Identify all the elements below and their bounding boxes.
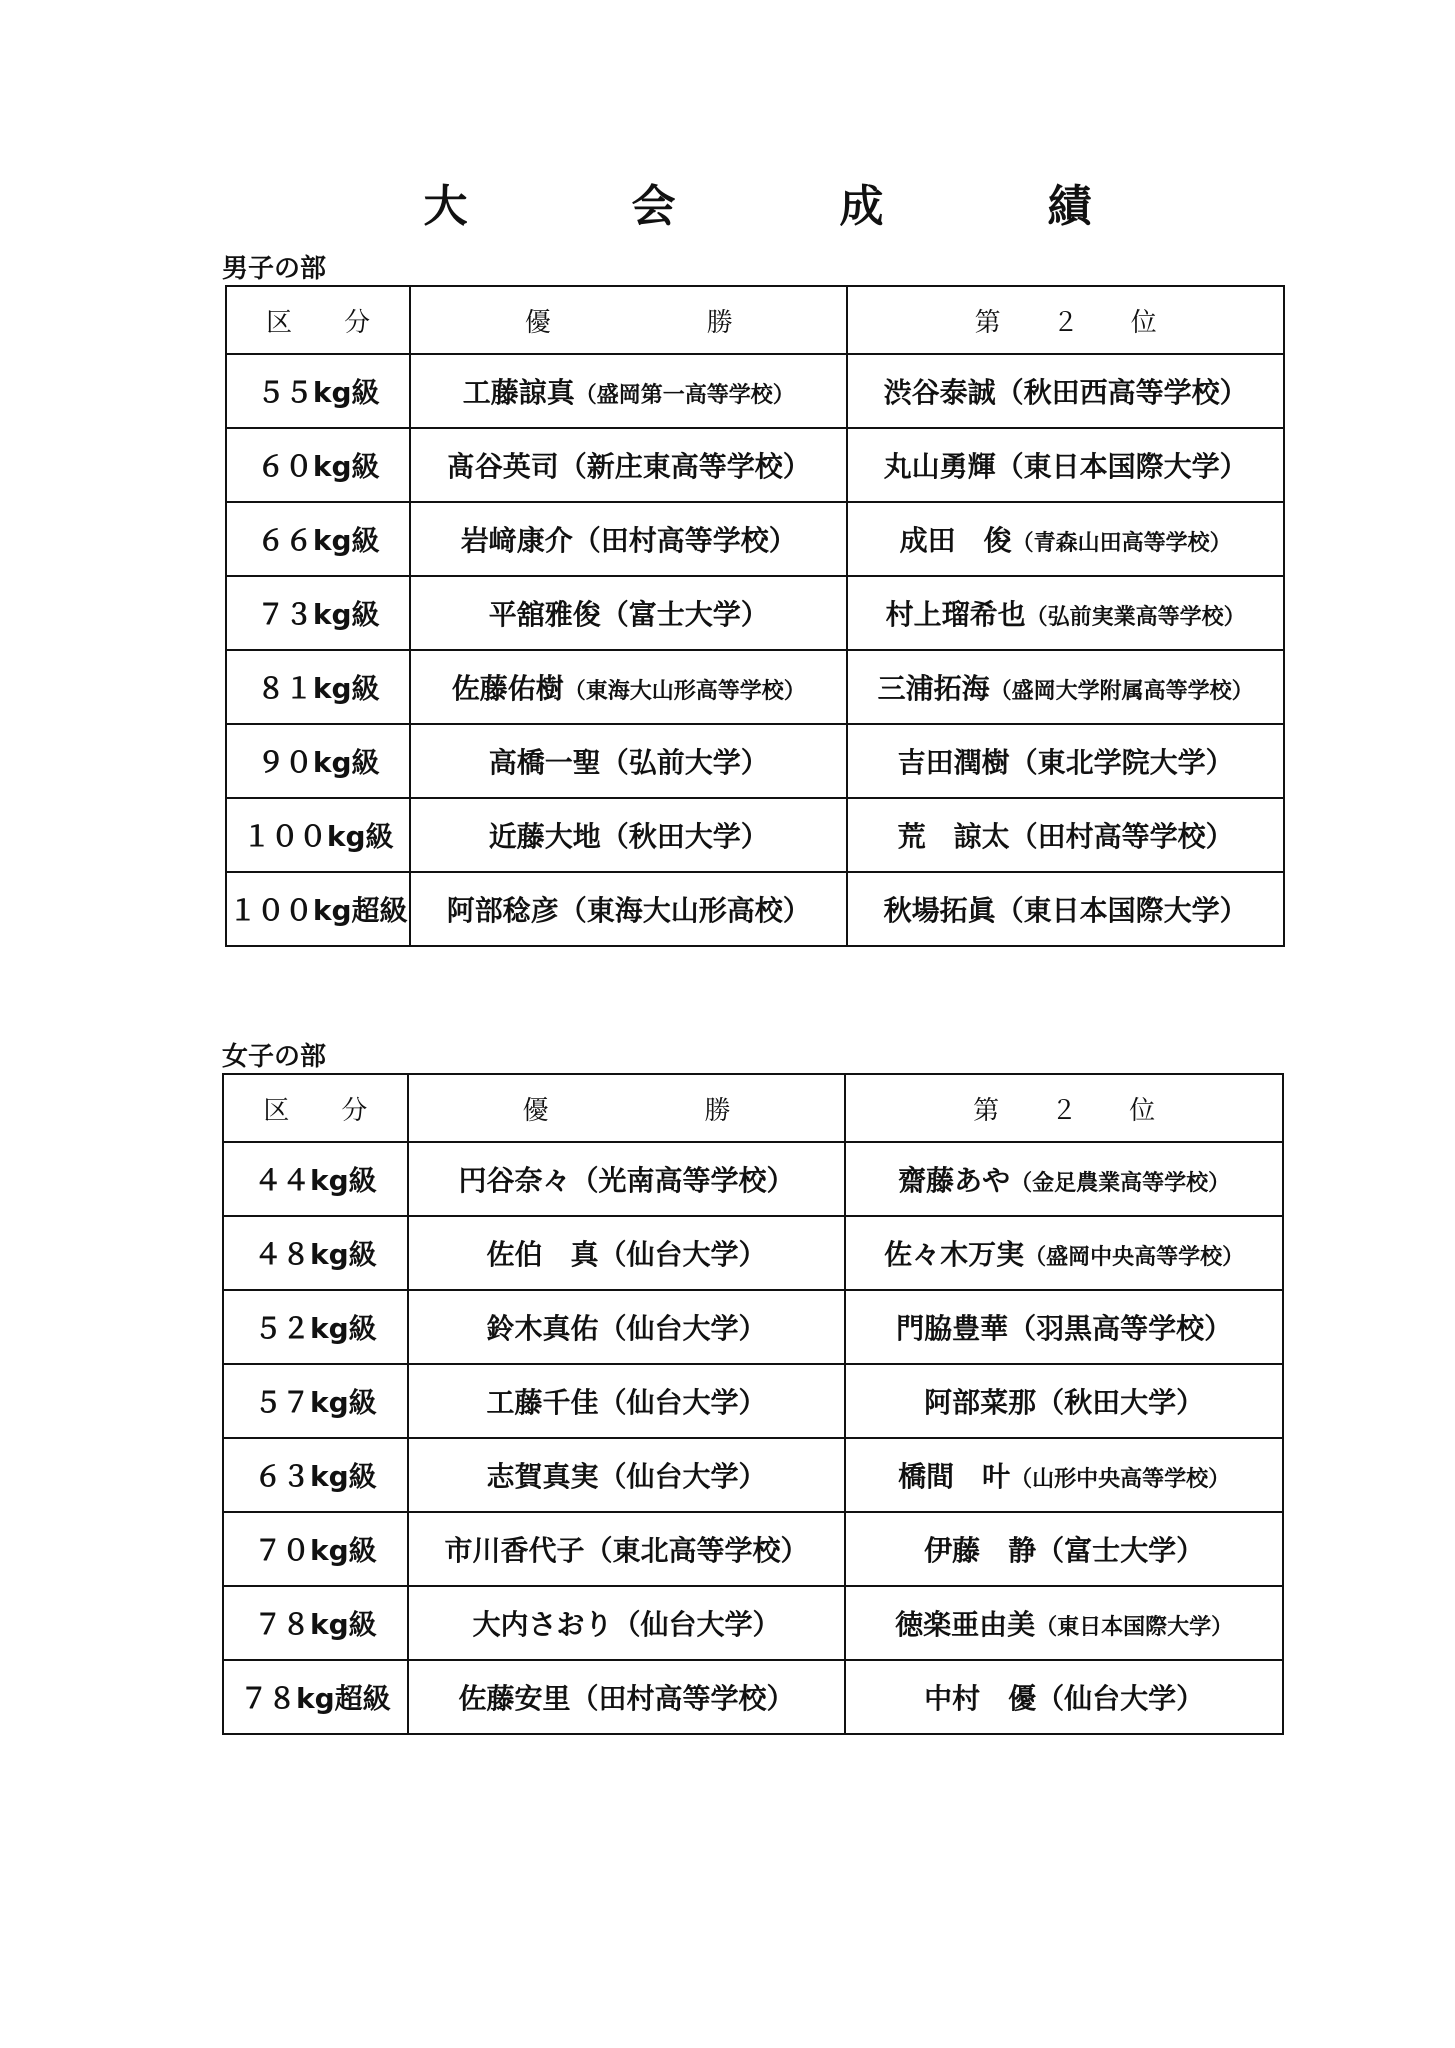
winner-affiliation: （新庄東高等学校）	[558, 450, 811, 483]
winner-affiliation: （仙台大学）	[598, 1386, 767, 1419]
runner-up-cell	[845, 1142, 1283, 1216]
men-header-row	[226, 286, 1284, 354]
division-cell: ７８kg超級	[223, 1660, 408, 1734]
runner-up-affiliation: （東北学院大学）	[1009, 746, 1234, 779]
runner-up-affiliation: （仙台大学）	[1036, 1682, 1205, 1715]
table-row	[226, 576, 1284, 650]
winner-cell	[410, 798, 847, 872]
winner-cell	[410, 872, 847, 946]
runner-up-cell	[847, 576, 1284, 650]
table-row	[223, 1438, 1283, 1512]
runner-up-cell	[845, 1586, 1283, 1660]
winner-affiliation: （仙台大学）	[598, 1238, 767, 1271]
runner-up-cell	[847, 798, 1284, 872]
table-row	[223, 1142, 1283, 1216]
runner-up-name: 丸山勇輝	[883, 450, 996, 483]
winner-affiliation: （東海大山形高等学校）	[563, 679, 806, 704]
runner-up-name: 橋間 叶	[898, 1460, 1011, 1493]
page-title: 大 会 成 績	[423, 181, 1152, 232]
division-cell: ４４kg級	[223, 1142, 408, 1216]
winner-name: 大内さおり	[472, 1608, 613, 1641]
winner-cell	[408, 1290, 846, 1364]
division-cell: ９０kg級	[226, 724, 410, 798]
runner-up-affiliation: （金足農業高等学校）	[1010, 1171, 1231, 1196]
table-row	[223, 1660, 1283, 1734]
women-header-row	[223, 1074, 1283, 1142]
runner-up-cell	[847, 502, 1284, 576]
division-cell: ６６kg級	[226, 502, 410, 576]
division-cell: ８１kg級	[226, 650, 410, 724]
runner-up-name: 村上瑠希也	[885, 598, 1026, 631]
winner-cell	[408, 1216, 846, 1290]
runner-up-affiliation: （山形中央高等学校）	[1010, 1467, 1231, 1492]
runner-up-affiliation: （秋田西高等学校）	[995, 376, 1248, 409]
men-section-label: 男子の部	[222, 254, 327, 284]
header-division: 区 分	[226, 286, 410, 354]
winner-cell	[408, 1364, 846, 1438]
division-cell: ７３kg級	[226, 576, 410, 650]
women-results-table	[222, 1073, 1284, 1735]
table-row	[226, 650, 1284, 724]
winner-affiliation: （秋田大学）	[600, 820, 769, 853]
division-cell: ７０kg級	[223, 1512, 408, 1586]
runner-up-cell	[845, 1290, 1283, 1364]
table-row	[223, 1216, 1283, 1290]
runner-up-affiliation: （東日本国際大学）	[995, 450, 1248, 483]
runner-up-cell	[845, 1660, 1283, 1734]
runner-up-affiliation: （盛岡大学附属高等学校）	[989, 679, 1254, 704]
table-row	[223, 1586, 1283, 1660]
table-row	[226, 502, 1284, 576]
table-row	[226, 724, 1284, 798]
winner-name: 平舘雅俊	[488, 598, 601, 631]
winner-cell	[410, 502, 847, 576]
winner-name: 高橋一聖	[488, 746, 601, 779]
winner-cell	[410, 650, 847, 724]
runner-up-cell	[847, 872, 1284, 946]
runner-up-affiliation: （秋田大学）	[1036, 1386, 1205, 1419]
winner-name: 鈴木真佑	[486, 1312, 599, 1345]
winner-cell	[410, 428, 847, 502]
division-cell: ６３kg級	[223, 1438, 408, 1512]
winner-affiliation: （光南高等学校）	[570, 1164, 795, 1197]
runner-up-affiliation: （田村高等学校）	[1009, 820, 1234, 853]
winner-affiliation: （東海大山形高校）	[558, 894, 811, 927]
winner-cell	[408, 1660, 846, 1734]
division-cell: ６０kg級	[226, 428, 410, 502]
winner-affiliation: （田村高等学校）	[572, 524, 797, 557]
table-row	[226, 354, 1284, 428]
runner-up-name: 門脇豊華	[896, 1312, 1009, 1345]
runner-up-name: 荒 諒太	[897, 820, 1010, 853]
table-row	[226, 428, 1284, 502]
runner-up-cell	[847, 724, 1284, 798]
winner-name: 岩﨑康介	[460, 524, 573, 557]
runner-up-cell	[845, 1364, 1283, 1438]
runner-up-affiliation: （弘前実業高等学校）	[1025, 605, 1246, 630]
winner-cell	[408, 1512, 846, 1586]
runner-up-name: 阿部菜那	[924, 1386, 1037, 1419]
winner-name: 髙谷英司	[446, 450, 559, 483]
winner-cell	[410, 576, 847, 650]
division-cell: １００kg級	[226, 798, 410, 872]
winner-cell	[410, 724, 847, 798]
runner-up-cell	[847, 650, 1284, 724]
winner-cell	[408, 1586, 846, 1660]
winner-name: 近藤大地	[488, 820, 601, 853]
women-section-label: 女子の部	[222, 1042, 327, 1072]
table-row	[226, 872, 1284, 946]
runner-up-name: 徳楽亜由美	[895, 1608, 1036, 1641]
runner-up-name: 中村 優	[924, 1682, 1037, 1715]
division-cell: １００kg超級	[226, 872, 410, 946]
winner-name: 佐藤安里	[458, 1682, 571, 1715]
runner-up-cell	[847, 428, 1284, 502]
winner-name: 志賀真実	[486, 1460, 599, 1493]
runner-up-name: 佐々木万実	[884, 1238, 1025, 1271]
header-runner-up: 第 ２ 位	[847, 286, 1284, 354]
winner-name: 佐伯 真	[486, 1238, 599, 1271]
division-cell: ５２kg級	[223, 1290, 408, 1364]
runner-up-cell	[845, 1438, 1283, 1512]
division-cell: ４８kg級	[223, 1216, 408, 1290]
table-row	[223, 1290, 1283, 1364]
table-row	[223, 1364, 1283, 1438]
runner-up-name: 秋場拓眞	[883, 894, 996, 927]
men-results-table	[225, 285, 1285, 947]
winner-name: 工藤諒真	[462, 376, 575, 409]
winner-affiliation: （仙台大学）	[612, 1608, 781, 1641]
winner-affiliation: （東北高等学校）	[584, 1534, 809, 1567]
winner-name: 円谷奈々	[458, 1164, 571, 1197]
header-winner: 優 勝	[408, 1074, 846, 1142]
runner-up-name: 吉田潤樹	[897, 746, 1010, 779]
winner-affiliation: （弘前大学）	[600, 746, 769, 779]
winner-cell	[410, 354, 847, 428]
winner-affiliation: （仙台大学）	[598, 1312, 767, 1345]
runner-up-cell	[847, 354, 1284, 428]
runner-up-affiliation: （東日本国際大学）	[995, 894, 1248, 927]
division-cell: ７８kg級	[223, 1586, 408, 1660]
runner-up-name: 齋藤あや	[898, 1164, 1011, 1197]
winner-name: 市川香代子	[444, 1534, 585, 1567]
runner-up-name: 渋谷泰誠	[883, 376, 996, 409]
winner-affiliation: （富士大学）	[600, 598, 769, 631]
table-row	[223, 1512, 1283, 1586]
runner-up-name: 伊藤 静	[924, 1534, 1037, 1567]
runner-up-affiliation: （東日本国際大学）	[1035, 1615, 1234, 1640]
runner-up-affiliation: （青森山田高等学校）	[1011, 531, 1232, 556]
runner-up-cell	[845, 1216, 1283, 1290]
runner-up-name: 三浦拓海	[877, 672, 990, 705]
winner-affiliation: （盛岡第一高等学校）	[574, 383, 795, 408]
winner-cell	[408, 1142, 846, 1216]
division-cell: ５７kg級	[223, 1364, 408, 1438]
division-cell: ５５kg級	[226, 354, 410, 428]
winner-cell	[408, 1438, 846, 1512]
header-division: 区 分	[223, 1074, 408, 1142]
runner-up-affiliation: （羽黒高等学校）	[1008, 1312, 1233, 1345]
runner-up-cell	[845, 1512, 1283, 1586]
winner-name: 阿部稔彦	[446, 894, 559, 927]
runner-up-affiliation: （富士大学）	[1036, 1534, 1205, 1567]
table-row	[226, 798, 1284, 872]
winner-name: 工藤千佳	[486, 1386, 599, 1419]
winner-affiliation: （田村高等学校）	[570, 1682, 795, 1715]
header-winner: 優 勝	[410, 286, 847, 354]
winner-affiliation: （仙台大学）	[598, 1460, 767, 1493]
runner-up-affiliation: （盛岡中央高等学校）	[1024, 1245, 1245, 1270]
header-runner-up: 第 ２ 位	[845, 1074, 1283, 1142]
winner-name: 佐藤佑樹	[451, 672, 564, 705]
runner-up-name: 成田 俊	[899, 524, 1012, 557]
